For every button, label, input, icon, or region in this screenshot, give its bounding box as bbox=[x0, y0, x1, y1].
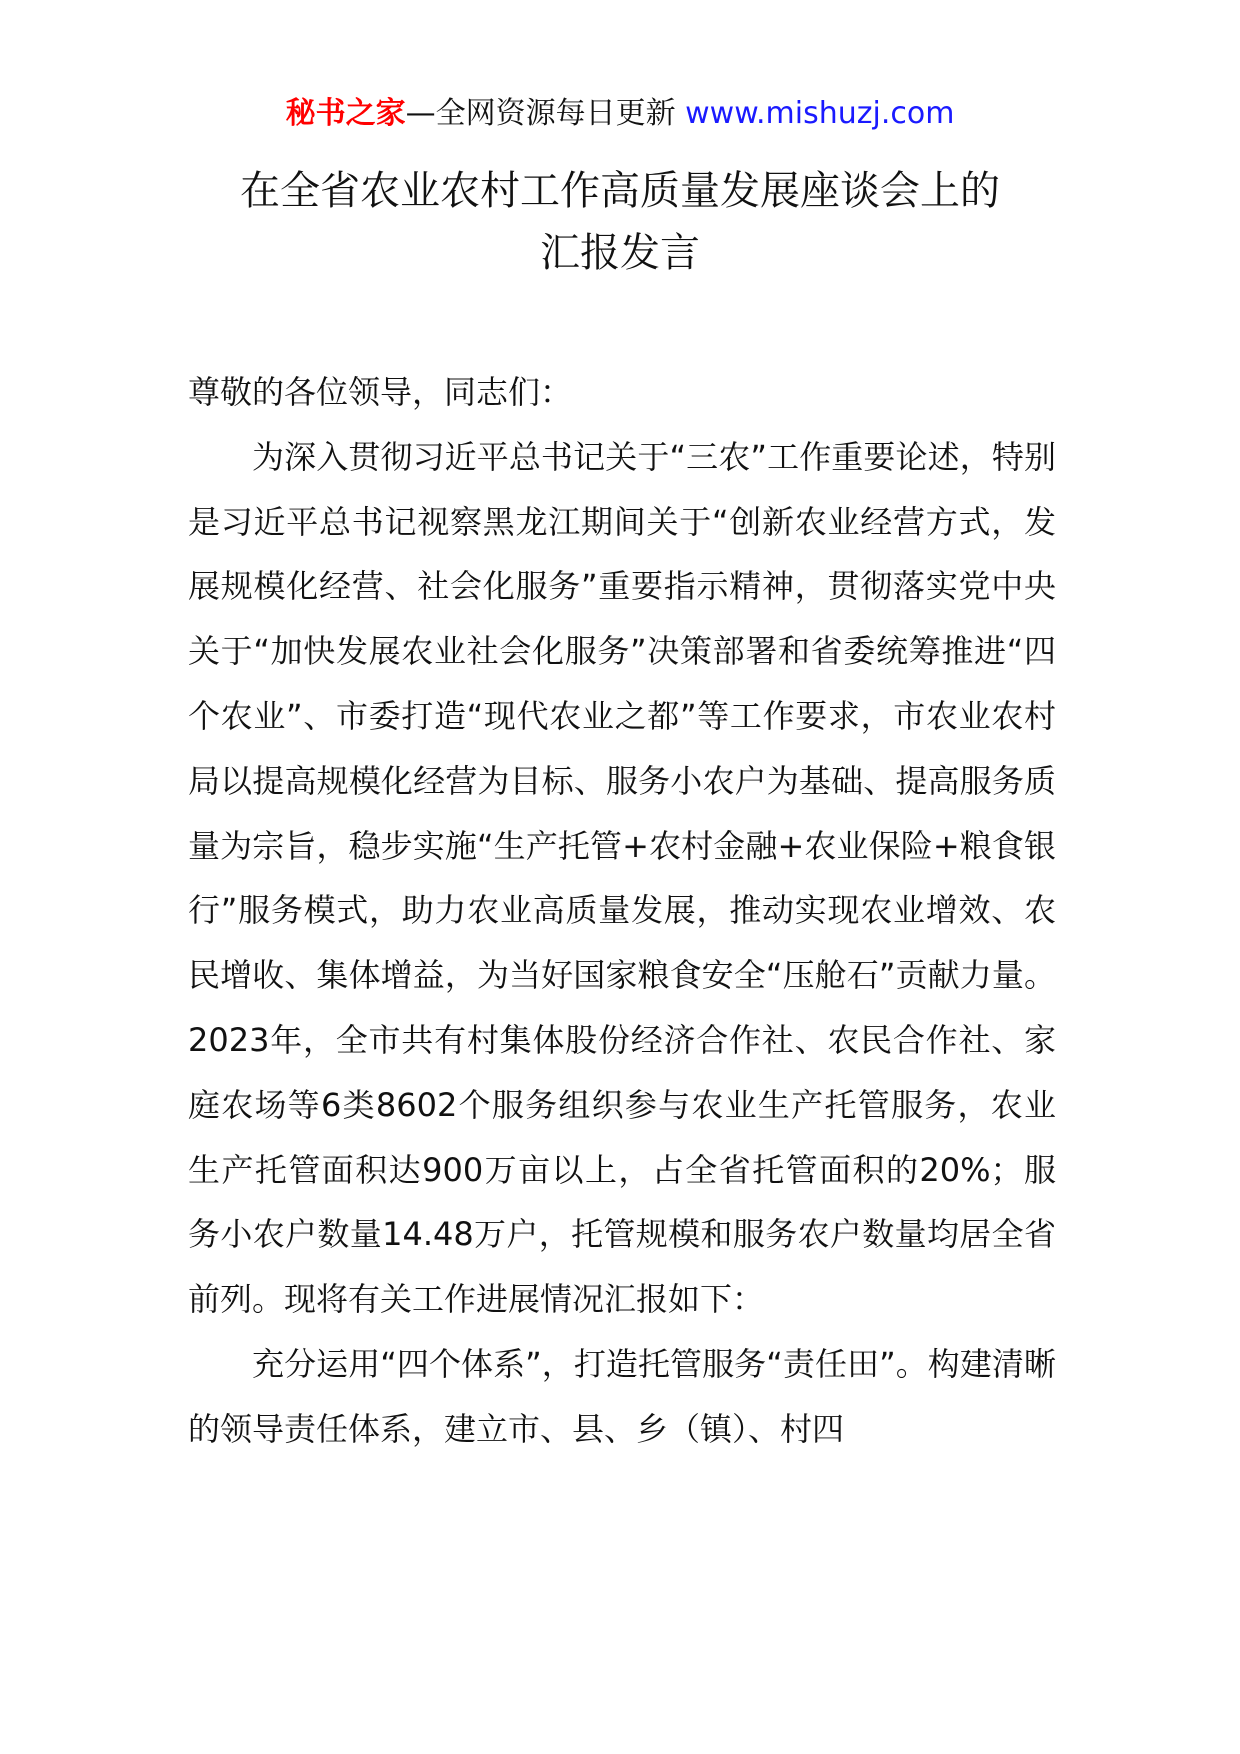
title-line-1: 在全省农业农村工作高质量发展座谈会上的 bbox=[240, 168, 1000, 214]
body-paragraph-1: 为深入贯彻习近平总书记关于“三农”工作重要论述，特别是习近平总书记视察黑龙江期间关于“创新农业经营方式，发展规模化经营、社会化服务”重要指示精神，贯彻落实党中央关于“加快发展农业社会化服务”决策部署和省委统筹推进“四个农业”、市委打造“现代农业之都”等工作要求，市农业农村局以提高规模化经营为目标、服务小农户为基础、提高服务质量为宗旨，稳步实施“生产托管+农村金融+农业保险+粮食银行”服务模式，助力农业高质量发展，推动实现农业增效、农民增收、集体增益，为当好国家粮食安全“压舱石”贡献力量。2023年，全市共有村集体股份经济合作社、农民合作社、家庭农场等6类8602个服务组织参与农业生产托管服务，农业生产托管面积达900万亩以上，占全省托管面积的20%；服务小农户数量14.48万户，托管规模和服务农户数量均居全省前列。现将有关工作进展情况汇报如下： bbox=[188, 437, 1056, 1319]
site-header bbox=[0, 92, 1240, 136]
brand-name: 秘书之家 bbox=[285, 96, 406, 131]
header-tagline: —全网资源每日更新 bbox=[405, 96, 686, 131]
site-url-link[interactable]: www.mishuzj.com bbox=[685, 96, 955, 131]
document-title bbox=[0, 160, 1240, 284]
body-paragraph-2: 充分运用“四个体系”，打造托管服务“责任田”。构建清晰的领导责任体系，建立市、县、乡（镇）、村四 bbox=[188, 1344, 1056, 1448]
title-line-2: 汇报发言 bbox=[540, 230, 700, 276]
salutation: 尊敬的各位领导，同志们： bbox=[188, 373, 573, 411]
document-body bbox=[188, 360, 1056, 1462]
